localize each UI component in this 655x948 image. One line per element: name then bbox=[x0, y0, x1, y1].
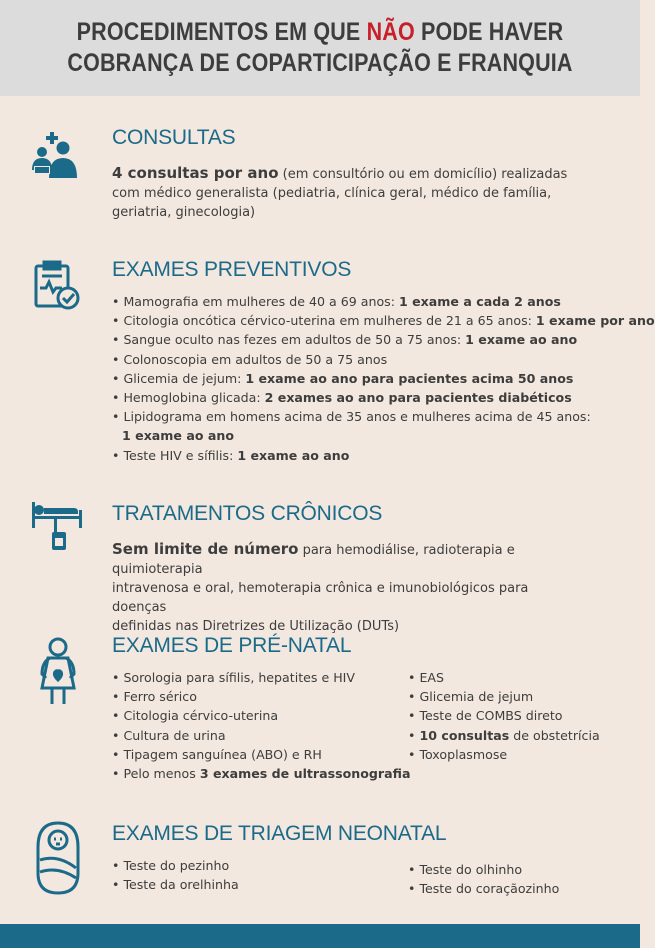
list-item bbox=[112, 407, 655, 426]
list-item bbox=[112, 446, 655, 465]
list-item-text: Citologia cérvico-uterina bbox=[123, 708, 279, 724]
list-item-text: Pelo menos bbox=[123, 766, 200, 782]
list-item-text: Tipagem sanguínea (ABO) e RH bbox=[123, 746, 322, 762]
page-header bbox=[0, 0, 640, 96]
list-item bbox=[408, 726, 600, 745]
list-item bbox=[112, 330, 655, 349]
cronicos-line-1: para hemodiálise, radioterapia e quimioterapia bbox=[112, 543, 515, 577]
list-item-text: Citologia oncótica cérvico-uterina em mulheres de 21 a 65 anos: bbox=[123, 313, 536, 329]
list-item-text: Toxoplasmose bbox=[419, 746, 508, 762]
footer-bar bbox=[0, 924, 640, 948]
neonatal-list-left bbox=[112, 856, 239, 894]
header-highlight: NÃO bbox=[366, 18, 415, 46]
prenatal-title: EXAMES DE PRÉ-NATAL bbox=[112, 634, 352, 657]
list-item-text: Teste do pezinho bbox=[123, 858, 230, 873]
prenatal-list-left bbox=[112, 668, 410, 783]
list-item-highlight: 1 exame por ano bbox=[535, 313, 655, 329]
consultas-line-1: (em consultório ou em domicílio) realizadas bbox=[278, 167, 568, 182]
list-item-text: Ferro sérico bbox=[123, 689, 197, 705]
prenatal-list-right bbox=[408, 668, 600, 764]
list-item bbox=[112, 745, 410, 764]
preventivos-list bbox=[112, 292, 655, 465]
clipboard-check-icon bbox=[30, 258, 86, 314]
list-item-text: Colonoscopia em adultos de 50 a 75 anos bbox=[123, 351, 388, 367]
list-item bbox=[408, 860, 559, 879]
list-item bbox=[408, 687, 600, 706]
list-item bbox=[112, 369, 655, 388]
list-item-text: Teste de COMBS direto bbox=[419, 708, 563, 724]
list-item bbox=[112, 292, 655, 311]
list-item-text: Lipidograma em homens acima de 35 anos e mulheres acima de 45 anos: bbox=[123, 409, 591, 425]
header-text-a: PROCEDIMENTOS EM QUE bbox=[76, 18, 367, 46]
cronicos-highlight: Sem limite de número bbox=[112, 540, 299, 558]
list-item-highlight: 1 exame ao ano para pacientes acima 50 anos bbox=[245, 370, 574, 386]
list-item bbox=[408, 745, 600, 764]
list-item-highlight: 1 exame a cada 2 anos bbox=[398, 294, 561, 309]
list-item bbox=[112, 764, 410, 783]
list-item-highlight: 1 exame ao ano bbox=[465, 332, 578, 348]
cronicos-text bbox=[112, 540, 582, 636]
list-item bbox=[112, 426, 655, 445]
list-item-highlight: 1 exame ao ano bbox=[237, 447, 350, 463]
list-item bbox=[112, 388, 655, 407]
list-item-highlight: 2 exames ao ano para pacientes diabéticos bbox=[264, 390, 572, 406]
list-item-text: Teste da orelhinha bbox=[123, 877, 239, 893]
consultas-highlight: 4 consultas por ano bbox=[112, 164, 279, 182]
list-item-highlight: 3 exames de ultrassonografia bbox=[199, 766, 411, 782]
list-item-text: Teste HIV e sífilis: bbox=[123, 447, 238, 463]
list-item-text: Glicemia de jejum bbox=[419, 689, 534, 705]
list-item-text: Hemoglobina glicada: bbox=[123, 390, 265, 406]
header-line-2: COBRANÇA DE COPARTICIPAÇÃO E FRANQUIA bbox=[67, 49, 573, 77]
list-item-text: Glicemia de jejum: bbox=[123, 370, 246, 386]
cronicos-title: TRATAMENTOS CRÔNICOS bbox=[112, 502, 383, 525]
consultas-line-2: com médico generalista (pediatria, clínica geral, médico de família, bbox=[112, 186, 552, 201]
list-item-text: Sorologia para sífilis, hepatites e HIV bbox=[123, 670, 356, 685]
list-item-text: Teste do coraçãozinho bbox=[419, 881, 560, 897]
list-item bbox=[112, 726, 410, 745]
list-item bbox=[112, 875, 239, 894]
header-line-1 bbox=[45, 17, 595, 48]
neonatal-list-right bbox=[408, 860, 559, 898]
list-item-text: Mamografia em mulheres de 40 a 69 anos: bbox=[123, 294, 399, 309]
list-item-text-after: de obstetrícia bbox=[509, 727, 600, 743]
list-item-text: Sangue oculto nas fezes em adultos de 50 a 75 anos: bbox=[123, 332, 466, 348]
consultas-text bbox=[112, 164, 582, 222]
header-text-b: PODE HAVER bbox=[414, 18, 564, 46]
list-item-highlight: 10 consultas bbox=[419, 727, 510, 743]
patient-bed-icon bbox=[30, 500, 86, 556]
cronicos-line-2: intravenosa e oral, hemoterapia crônica e imunobiológicos para doenças bbox=[112, 581, 529, 615]
consultas-title: CONSULTAS bbox=[112, 126, 236, 149]
list-item bbox=[408, 668, 600, 687]
list-item-text: EAS bbox=[419, 670, 445, 685]
swaddled-baby-icon bbox=[34, 820, 82, 896]
doctors-icon bbox=[30, 130, 86, 186]
pregnant-woman-icon bbox=[32, 636, 84, 710]
list-item-text: Cultura de urina bbox=[123, 727, 226, 743]
list-item bbox=[112, 856, 239, 875]
neonatal-title: EXAMES DE TRIAGEM NEONATAL bbox=[112, 822, 447, 845]
list-item bbox=[408, 879, 559, 898]
list-item bbox=[408, 706, 600, 725]
cronicos-line-3: definidas nas Diretrizes de Utilização (DUTs) bbox=[112, 619, 400, 634]
list-item bbox=[112, 668, 410, 687]
consultas-line-3: geriatria, ginecologia) bbox=[112, 205, 256, 220]
list-item-text: Teste do olhinho bbox=[419, 862, 523, 877]
list-item bbox=[112, 311, 655, 330]
list-item bbox=[112, 706, 410, 725]
preventivos-title: EXAMES PREVENTIVOS bbox=[112, 258, 352, 281]
list-item bbox=[112, 687, 410, 706]
list-item bbox=[112, 350, 655, 369]
list-item-highlight: 1 exame ao ano bbox=[122, 428, 235, 444]
